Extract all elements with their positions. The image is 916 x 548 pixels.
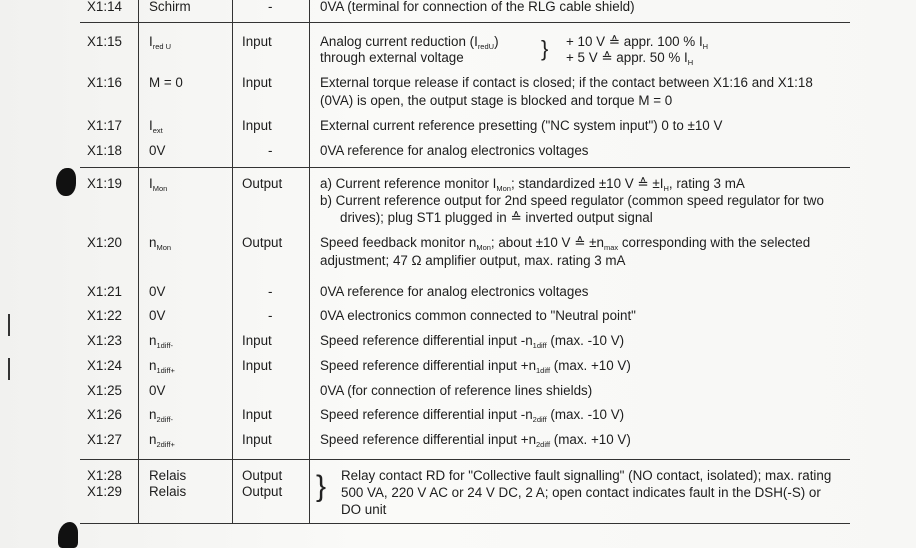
signal-name: $n_{1diff+}$ bbox=[149, 358, 175, 375]
margin-mark bbox=[8, 314, 10, 336]
description: External torque release if contact is closed; if the contact between X1:16 and X1:18 bbox=[320, 75, 813, 90]
pin-label: X1:16 bbox=[87, 75, 122, 90]
description: External current reference presetting ("NC system input") 0 to ±10 V bbox=[320, 118, 723, 133]
pin-label: X1:28 bbox=[87, 468, 122, 483]
pin-label: X1:21 bbox=[87, 284, 122, 299]
description-extra: + 10 V ≙ appr. 100 % $I_H$ bbox=[566, 34, 709, 51]
pin-label: X1:29 bbox=[87, 484, 122, 499]
description: Speed reference differential input $-n_{1diff}$ (max. -10 V) bbox=[320, 333, 625, 350]
signal-name: 0V bbox=[149, 284, 166, 299]
description: Speed reference differential input $+n_{2diff}$ (max. +10 V) bbox=[320, 432, 631, 449]
row-rule bbox=[80, 22, 850, 23]
description: DO unit bbox=[341, 502, 387, 517]
pin-label: X1:23 bbox=[87, 333, 122, 348]
pin-label: X1:14 bbox=[87, 0, 122, 14]
margin-mark bbox=[8, 358, 10, 380]
pin-label: X1:24 bbox=[87, 358, 122, 373]
type-label: - bbox=[268, 284, 273, 299]
signal-name: 0V bbox=[149, 383, 166, 398]
pin-label: X1:20 bbox=[87, 235, 122, 250]
description: b) Current reference output for 2nd speed regulator (common speed regulator for two bbox=[320, 193, 824, 208]
description: Relay contact RD for "Collective fault signalling" (NO contact, isolated); max. rating bbox=[341, 468, 832, 483]
column-divider bbox=[309, 0, 310, 524]
signal-name: $I_{ext}$ bbox=[149, 118, 163, 135]
signal-name: $n_{2diff-}$ bbox=[149, 407, 173, 424]
type-label: Input bbox=[242, 75, 272, 90]
pin-label: X1:19 bbox=[87, 176, 122, 191]
description: Speed reference differential input $-n_{2diff}$ (max. -10 V) bbox=[320, 407, 625, 424]
type-label: Output bbox=[242, 468, 283, 483]
signal-name: $I_{Mon}$ bbox=[149, 176, 168, 193]
signal-name: Relais bbox=[149, 468, 187, 483]
column-divider bbox=[232, 0, 233, 524]
description: (0VA) is open, the output stage is blocked and torque M = 0 bbox=[320, 93, 673, 108]
hole-punch-mark bbox=[58, 522, 78, 548]
description: drives); plug ST1 plugged in ≙ inverted output signal bbox=[340, 210, 653, 225]
signal-name: M = 0 bbox=[149, 75, 183, 90]
type-label: - bbox=[268, 143, 273, 158]
signal-name: $n_{Mon}$ bbox=[149, 235, 172, 252]
row-rule bbox=[80, 459, 850, 460]
description: a) Current reference monitor $I_{Mon}$; standardized ±10 V ≙ $\pm I_H$, rating 3 mA bbox=[320, 176, 745, 193]
pin-label: X1:17 bbox=[87, 118, 122, 133]
pin-label: X1:25 bbox=[87, 383, 122, 398]
signal-name: Schirm bbox=[149, 0, 191, 14]
type-label: Input bbox=[242, 333, 272, 348]
description: 0VA electronics common connected to "Neutral point" bbox=[320, 308, 636, 323]
pin-label: X1:15 bbox=[87, 34, 122, 49]
description: through external voltage bbox=[320, 50, 464, 65]
type-label: Input bbox=[242, 358, 272, 373]
description: Speed feedback monitor $n_{Mon}$; about ±10 V ≙ $\pm n_{max}$ corresponding with the selected bbox=[320, 235, 811, 252]
row-rule bbox=[80, 523, 850, 524]
pin-label: X1:22 bbox=[87, 308, 122, 323]
hole-punch-mark bbox=[56, 168, 76, 196]
description: Speed reference differential input $+n_{1diff}$ (max. +10 V) bbox=[320, 358, 631, 375]
brace: } bbox=[541, 36, 549, 61]
signal-name: Relais bbox=[149, 484, 187, 499]
description: 0VA reference for analog electronics voltages bbox=[320, 143, 589, 158]
type-label: Input bbox=[242, 407, 272, 422]
pin-label: X1:26 bbox=[87, 407, 122, 422]
description: Analog current reduction $(I_{redU})$ bbox=[320, 34, 499, 51]
description: 0VA (for connection of reference lines shields) bbox=[320, 383, 593, 398]
description: 0VA (terminal for connection of the RLG cable shield) bbox=[320, 0, 635, 14]
type-label: Output bbox=[242, 176, 283, 191]
signal-name: $n_{1diff-}$ bbox=[149, 333, 173, 350]
type-label: - bbox=[268, 308, 273, 323]
description: adjustment; 47 Ω amplifier output, max. rating 3 mA bbox=[320, 253, 626, 268]
type-label: Output bbox=[242, 235, 283, 250]
type-label: Input bbox=[242, 118, 272, 133]
type-label: Input bbox=[242, 432, 272, 447]
description: 0VA reference for analog electronics voltages bbox=[320, 284, 589, 299]
column-divider bbox=[138, 0, 139, 524]
signal-name: 0V bbox=[149, 308, 166, 323]
type-label: - bbox=[268, 0, 273, 14]
signal-name: 0V bbox=[149, 143, 166, 158]
row-rule bbox=[80, 167, 850, 168]
description: 500 VA, 220 V AC or 24 V DC, 2 A; open contact indicates fault in the DSH(-S) or bbox=[341, 485, 821, 500]
type-label: Input bbox=[242, 34, 272, 49]
brace: } bbox=[316, 470, 327, 503]
signal-name: $I_{red U}$ bbox=[149, 34, 172, 51]
pin-label: X1:27 bbox=[87, 432, 122, 447]
signal-name: $n_{2diff+}$ bbox=[149, 432, 175, 449]
type-label: Output bbox=[242, 484, 283, 499]
pin-label: X1:18 bbox=[87, 143, 122, 158]
description-extra: + 5 V ≙ appr. 50 % $I_H$ bbox=[566, 50, 694, 67]
